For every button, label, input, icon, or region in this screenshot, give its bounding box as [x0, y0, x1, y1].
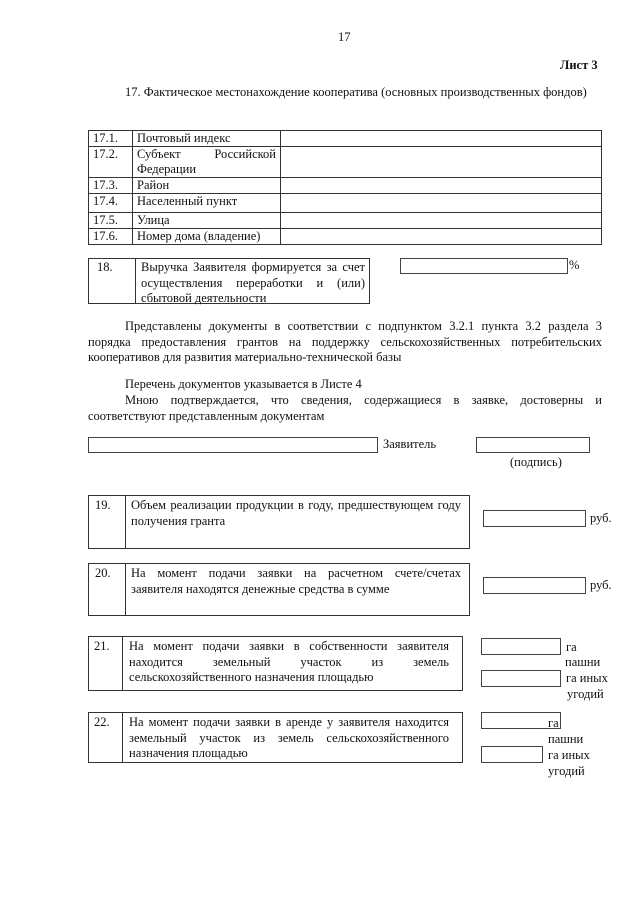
ha-unit: га — [566, 640, 577, 654]
sheet-label: Лист 3 — [560, 58, 598, 72]
district-field[interactable] — [281, 178, 602, 194]
row-label: Субъект Российской Федерации — [137, 147, 276, 176]
row-num: 17.3. — [89, 178, 133, 194]
section17-heading: 17. Фактическое местонахождение кооператива (основных производственных фондов) — [125, 85, 587, 99]
row-label: Населенный пункт — [133, 194, 281, 213]
row-label: Улица — [133, 213, 281, 229]
signature-field[interactable] — [476, 437, 590, 453]
section20-text: На момент подачи заявки на расчетном счете/счетах заявителя находятся денежные средства в сумме — [131, 566, 461, 596]
section21-text: На момент подачи заявки в собственности заявителя находится земельный участок из земель сельскохозяйственного назначения площадью — [129, 639, 449, 684]
section19-text: Объем реализации продукции в году, предшествующем году получения гранта — [131, 498, 461, 528]
sales-volume-field[interactable] — [483, 510, 586, 527]
house-number-field[interactable] — [281, 229, 602, 245]
section19-box — [88, 495, 470, 549]
section18-num: 18. — [97, 260, 113, 274]
row-label: Район — [133, 178, 281, 194]
row-num: 17.6. — [89, 229, 133, 245]
page-number: 17 — [338, 30, 351, 44]
arable-label: пашни — [548, 732, 584, 746]
docs-paragraph: Представлены документы в соответствии с подпунктом 3.2.1 пункта 3.2 раздела 3 порядка предоставления грантов на поддержку сельскохозяйственных потребительских кооперативов для развития материально-технической базы — [88, 319, 602, 364]
signature-label: (подпись) — [510, 455, 562, 469]
row-label: Номер дома (владение) — [133, 229, 281, 245]
owned-arable-field[interactable] — [481, 638, 561, 655]
section21-num: 21. — [94, 639, 110, 653]
postal-code-field[interactable] — [281, 131, 602, 147]
locality-field[interactable] — [281, 194, 602, 213]
row-num: 17.4. — [89, 194, 133, 213]
applicant-label: Заявитель — [383, 437, 437, 451]
row-num: 17.1. — [89, 131, 133, 147]
confirmation-text: Мною подтверждается, что сведения, содержащиеся в заявке, достоверны и соответствуют представленным документам — [88, 393, 602, 423]
docs-list-note: Перечень документов указывается в Листе 4 — [125, 377, 362, 391]
row-num: 17.2. — [89, 147, 133, 178]
account-funds-field[interactable] — [483, 577, 586, 594]
ha-unit: га — [548, 716, 559, 730]
ha-other-unit: га иных — [566, 671, 608, 685]
other-land-label: угодий — [548, 764, 585, 778]
section20-num: 20. — [95, 566, 111, 580]
rub-unit: руб. — [590, 511, 612, 525]
section18-box — [88, 258, 370, 304]
section20-box — [88, 563, 470, 616]
arable-label: пашни — [565, 655, 601, 669]
other-land-label: угодий — [567, 687, 604, 701]
applicant-name-field[interactable] — [88, 437, 378, 453]
street-field[interactable] — [281, 213, 602, 229]
section19-num: 19. — [95, 498, 111, 512]
section22-num: 22. — [94, 715, 110, 729]
revenue-percent-field[interactable] — [400, 258, 568, 274]
row-num: 17.5. — [89, 213, 133, 229]
section21-box — [88, 636, 463, 691]
section18-text: Выручка Заявителя формируется за счет осуществления переработки и (или) сбытовой деятельности — [141, 260, 365, 305]
rub-unit: руб. — [590, 578, 612, 592]
section22-text: На момент подачи заявки в аренде у заявителя находится земельный участок из земель сельскохозяйственного назначения площадью — [129, 715, 449, 760]
ha-other-unit: га иных — [548, 748, 590, 762]
region-field[interactable] — [281, 147, 602, 178]
row-label: Почтовый индекс — [133, 131, 281, 147]
location-table — [88, 130, 602, 245]
percent-unit: % — [569, 258, 580, 272]
owned-other-land-field[interactable] — [481, 670, 561, 687]
section22-box — [88, 712, 463, 763]
leased-other-land-field[interactable] — [481, 746, 543, 763]
